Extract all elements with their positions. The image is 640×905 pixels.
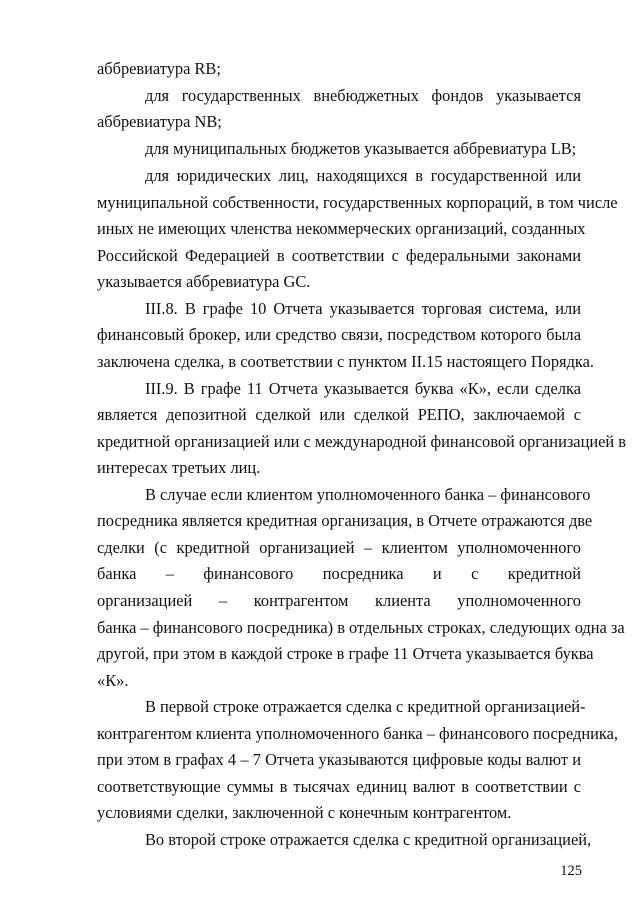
paragraph-III-8-line: III.8. В графе 10 Отчета указывается торговая система, или [145,299,581,318]
text-line: аббревиатура NB; [97,112,222,131]
text-line: иных не имеющих членства некоммерческих организаций, созданных [97,219,586,238]
text-line: посредника является кредитная организация, в Отчете отражаются две [97,511,593,530]
text-line: «К». [97,671,129,690]
text-line: В случае если клиентом уполномоченного банка – финансового [145,485,591,504]
paragraph-III-9-line: III.9. В графе 11 Отчета указывается буква «К», если сделка [145,379,581,398]
text-line: банка – финансового посредника и с кредитной [97,564,581,583]
text-line: условиями сделки, заключенной с конечным контрагентом. [97,803,512,822]
text-line: соответствующие суммы в тысячах единиц валют в соответствии с [97,777,581,796]
text-line: для муниципальных бюджетов указывается аббревиатура LB; [145,139,577,158]
text-line: для государственных внебюджетных фондов указывается [145,86,581,105]
text-line: финансовый брокер, или средство связи, посредством которого была [97,325,581,344]
text-line: Во второй строке отражается сделка с кредитной организацией, [145,830,592,849]
text-line: банка – финансового посредника) в отдельных строках, следующих одна за [97,618,625,637]
text-line: муниципальной собственности, государственных корпораций, в том числе [97,193,618,212]
text-line: В первой строке отражается сделка с кредитной организацией- [145,697,586,716]
text-line: организацией – контрагентом клиента уполномоченного [97,591,581,610]
text-line: заключена сделка, в соответствии с пунктом II.15 настоящего Порядка. [97,352,595,371]
text-line: интересах третьих лиц. [97,458,261,477]
text-line: аббревиатура RB; [97,59,221,78]
text-line: для юридических лиц, находящихся в государственной или [145,166,581,185]
text-line: Российской Федерацией в соответствии с федеральными законами [97,246,581,265]
text-line: является депозитной сделкой или сделкой РЕПО, заключаемой с [97,405,581,424]
text-line: сделки (с кредитной организацией – клиентом уполномоченного [97,538,581,557]
text-line: при этом в графах 4 – 7 Отчета указываются цифровые коды валют и [97,750,581,769]
text-line: другой, при этом в каждой строке в графе 11 Отчета указывается буква [97,644,594,663]
text-line: контрагентом клиента уполномоченного банка – финансового посредника, [97,724,619,743]
text-line: указывается аббревиатура GC. [97,272,311,291]
page-number: 125 [560,863,582,879]
text-line: кредитной организацией или с международной финансовой организацией в [97,432,627,451]
